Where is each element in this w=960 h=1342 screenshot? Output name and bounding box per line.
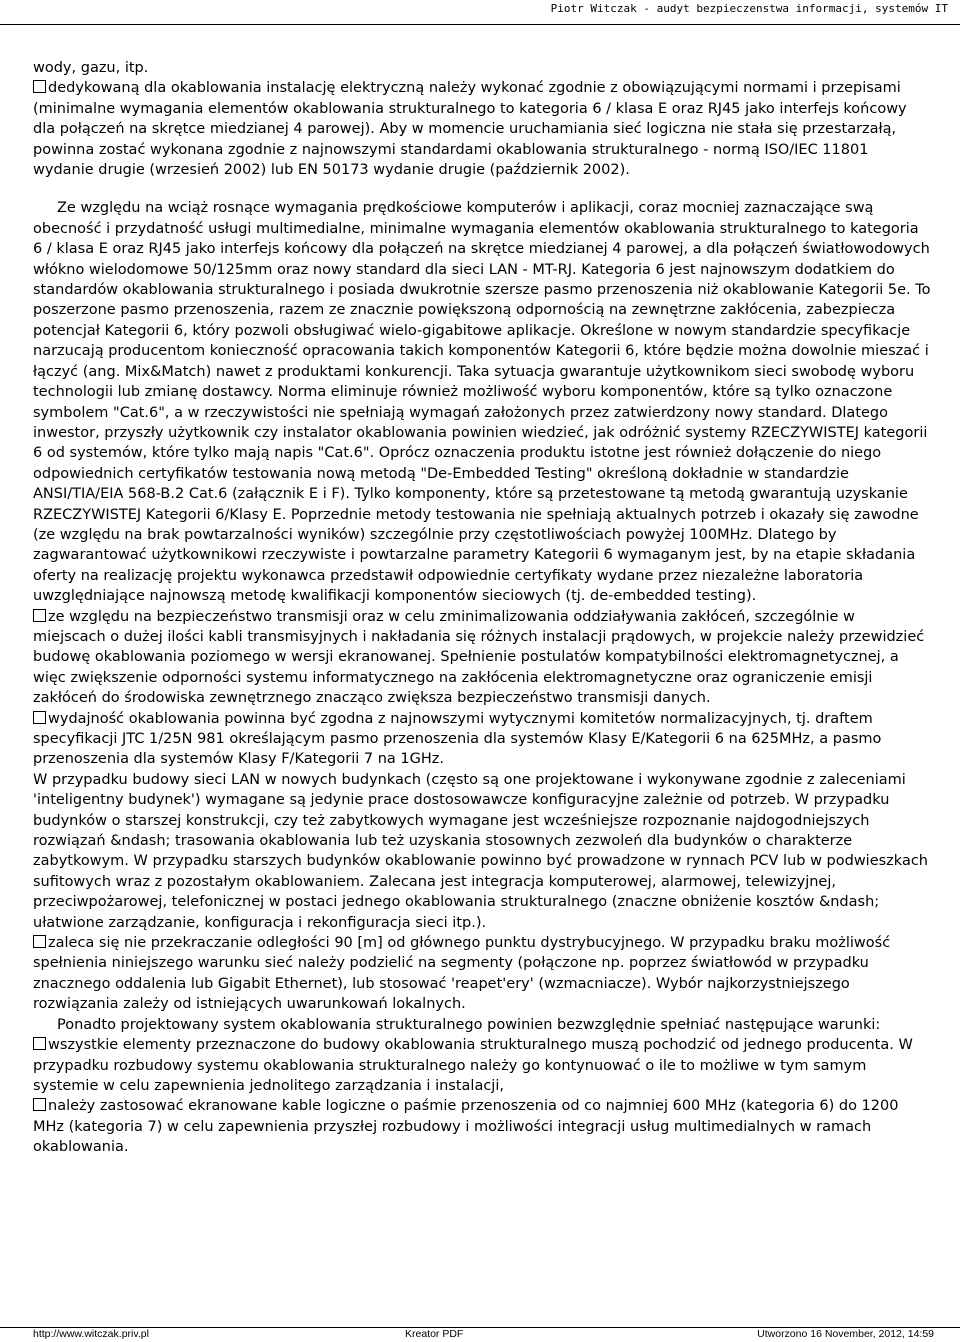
- bullet-box-icon: [33, 711, 46, 724]
- paragraph: [33, 58, 931, 78]
- paragraph-text: ze względu na bezpieczeństwo transmisji oraz w celu zminimalizowania oddziaływania zakłóceń, szczególnie w miejscach o dużej ilości kabli transmisyjnych i nakładania się różnych instalacji prądowych, w projekcie należy przewidzieć budowę okablowania poziomego w wersji ekranowanej. Spełnienie postulatów kompatybilności elektromagnetycznej, a więc zwiększenie odporności systemu informatycznego na zakłócenia elektromagnetyczne oraz ograniczenie emisji zakłóceń do środowiska zewnętrznego znacząco zwiększa bezpieczeństwo transmisji danych.: [33, 608, 925, 707]
- footer-created: Utworzono 16 November, 2012, 14:59: [757, 1328, 934, 1340]
- header-title: Piotr Witczak - audyt bezpieczenstwa informacji, systemów IT: [550, 2, 948, 15]
- page-footer: [0, 1327, 960, 1342]
- paragraph-text: wydajność okablowania powinna być zgodna z najnowszymi wytycznymi komitetów normalizacyjnych, tj. draftem specyfikacji JTC 1/25N 981 określającym pasmo przenoszenia dla systemów Klasy E/Kategorii 6 na 625MHz, a pasmo przenoszenia dla systemów Klasy F/Kategorii 7 na 1GHz.: [33, 710, 882, 768]
- bullet-box-icon: [33, 1098, 46, 1111]
- bullet-paragraph: [33, 1096, 931, 1157]
- paragraph-text: wody, gazu, itp.: [33, 60, 149, 76]
- bullet-box-icon: [33, 609, 46, 622]
- bullet-paragraph: [33, 1035, 931, 1096]
- paragraph: [33, 198, 931, 606]
- footer-creator: Kreator PDF: [405, 1328, 464, 1340]
- footer-url[interactable]: http://www.witczak.priv.pl: [33, 1328, 149, 1340]
- page-header: [0, 0, 960, 25]
- bullet-paragraph: [33, 78, 931, 180]
- paragraph: [33, 770, 931, 933]
- paragraph-text: dedykowaną dla okablowania instalację elektryczną należy wykonać zgodnie z obowiązującymi normami i przepisami (minimalne wymagania elementów okablowania strukturalnego to kategoria 6 / klasa E oraz RJ45 jako interfejs końcowy dla połączeń na skrętce miedzianej 4 parowej). Aby w momencie uruchamiania sieć logiczna nie stała się przestarzałą, powinna zostać wykonana zgodnie z najnowszymi standardami okablowania strukturalnego - normą ISO/IEC 11801 wydanie drugie (wrzesień 2002) lub EN 50173 wydanie drugie (październik 2002).: [33, 80, 907, 179]
- paragraph: [33, 1015, 931, 1035]
- bullet-box-icon: [33, 935, 46, 948]
- paragraph-text: wszystkie elementy przeznaczone do budowy okablowania strukturalnego muszą pochodzić od jednego producenta. W przypadku rozbudowy systemu okablowania strukturalnego należy go kontynuować o ile to możliwe w tym samym systemie w celu zapewnienia jednolitego zarządzania i instalacji,: [33, 1037, 913, 1094]
- paragraph-text: należy zastosować ekranowane kable logiczne o paśmie przenoszenia od co najmniej 600 MHz (kategoria 6) do 1200 MHz (kategoria 7) w celu zapewnienia przyszłej rozbudowy i możliwości integracji usług multimedialnych w ramach okablowania.: [33, 1098, 899, 1156]
- bullet-paragraph: [33, 933, 931, 1015]
- document-body: [33, 58, 931, 1158]
- bullet-box-icon: [33, 1037, 46, 1050]
- paragraph-text: W przypadku budowy sieci LAN w nowych budynkach (często są one projektowane i wykonywane zgodnie z zaleceniami 'inteligentny budynek') wymagane są jedynie prace dostosowawcze konfiguracyjne zależnie od potrzeb. W przypadku budynków o starszej konstrukcji, czy też zabytkowych wymagane jest wcześniejsze rozpoznanie najdogodniejszych rozwiązań &ndash; trasowania okablowania lub też uzyskania stosownych zezwoleń dla budynków o charakterze zabytkowym. W przypadku starszych budynków okablowanie powinno być prowadzone w rynnach PCV lub w podwieszkach sufitowych wraz z pozostałym okablowaniem. Zalecana jest integracja komputerowej, alarmowej, telewizyjnej, przeciwpożarowej, telefonicznej w postaci jednego okablowania strukturalnego (znaczne obniżenie kosztów &ndash; ułatwione zarządzanie, konfiguracja i rekonfiguracja sieci itp.).: [33, 771, 928, 931]
- paragraph-text: zaleca się nie przekraczanie odległości 90 [m] od głównego punktu dystrybucyjnego. W przypadku braku możliwość spełnienia niniejszego warunku sieć należy podzielić na segmenty (połączone np. poprzez światłowód w przypadku znacznego oddalenia lub Gigabit Ethernet), lub stosować 'reapet'ery' (wzmacniacze). Wybór najkorzystniejszego rozwiązania zależy od istniejących uwarunkowań lokalnych.: [33, 935, 891, 1013]
- bullet-box-icon: [33, 80, 46, 93]
- paragraph-text: Ponadto projektowany system okablowania strukturalnego powinien bezwzględnie spełniać następujące warunki:: [57, 1016, 881, 1033]
- bullet-paragraph: [33, 709, 931, 770]
- paragraph-text: Ze względu na wciąż rosnące wymagania prędkościowe komputerów i aplikacji, coraz mocniej zaznaczające swą obecność i przydatność usługi multimedialne, minimalne wymagania elementów okablowania strukturalnego to kategoria 6 / klasa E oraz RJ45 jako interfejs końcowy dla połączeń na skrętce miedzianej 4 parowej, a dla połączeń światłowodowych włókno wielodomowe 50/125mm oraz nowy standard dla sieci LAN - MT-RJ. Kategoria 6 jest najnowszym dodatkiem do standardów okablowania strukturalnego i posiada dwukrotnie szersze pasmo przenoszenia niż okablowanie Kategorii 5e. To poszerzone pasmo przenoszenia, razem ze znacznie powiększoną odpornością na zewnętrzne zakłócenia, zabezpiecza potencjał Kategorii 6, który pozwoli obsługiwać wielo-gigabitowe aplikacje. Określone w nowym standardzie specyfikacje narzucają producentom konieczność opracowania takich komponentów Kategorii 6, które będzie można dowolnie mieszać i łączyć (ang. Mix&Match) nawet z produktami konkurencji. Taka sytuacja gwarantuje użytkownikom sieci swobodę wyboru technologii lub zmianę dostawcy. Norma eliminuje również możliwość wyboru komponentów, które są tylko oznaczone symbolem "Cat.6", a w rzeczywistości nie spełniają wymagań założonych przez zatwierdzony nowy standard. Dlatego inwestor, przyszły użytkownik czy instalator okablowania powinien wiedzieć, jak odróżnić systemy RZECZYWISTEJ kategorii 6 od systemów, które tylko mają napis "Cat.6". Oprócz oznaczenia produktu istotne jest również dołączenie do niego odpowiednich certyfikatów testowania nową metodą "De-Embedded Testing" określoną dokładnie w standardzie ANSI/TIA/EIA 568-B.2 Cat.6 (załącznik E i F). Tylko komponenty, które są przetestowane tą metodą gwarantują uzyskanie RZECZYWISTEJ Kategorii 6/Klasy E. Poprzednie metody testowania nie spełniają aktualnych potrzeb i okazały się zawodne (ze względu na brak powtarzalności wyników) szczególnie przy częstotliwościach powyżej 100MHz. Dlatego by zagwarantować użytkownikowi rzeczywiste i powtarzalne parametry Kategorii 6 wymaganym jest, by na etapie składania oferty na realizację projektu wykonawca przedstawił odpowiednie certyfikaty wydane przez niezależne laboratoria uwzględniające najnowszą metodę kwalifikacji komponentów sieciowych (tj. de-embedded testing).: [33, 200, 931, 605]
- bullet-paragraph: [33, 607, 931, 709]
